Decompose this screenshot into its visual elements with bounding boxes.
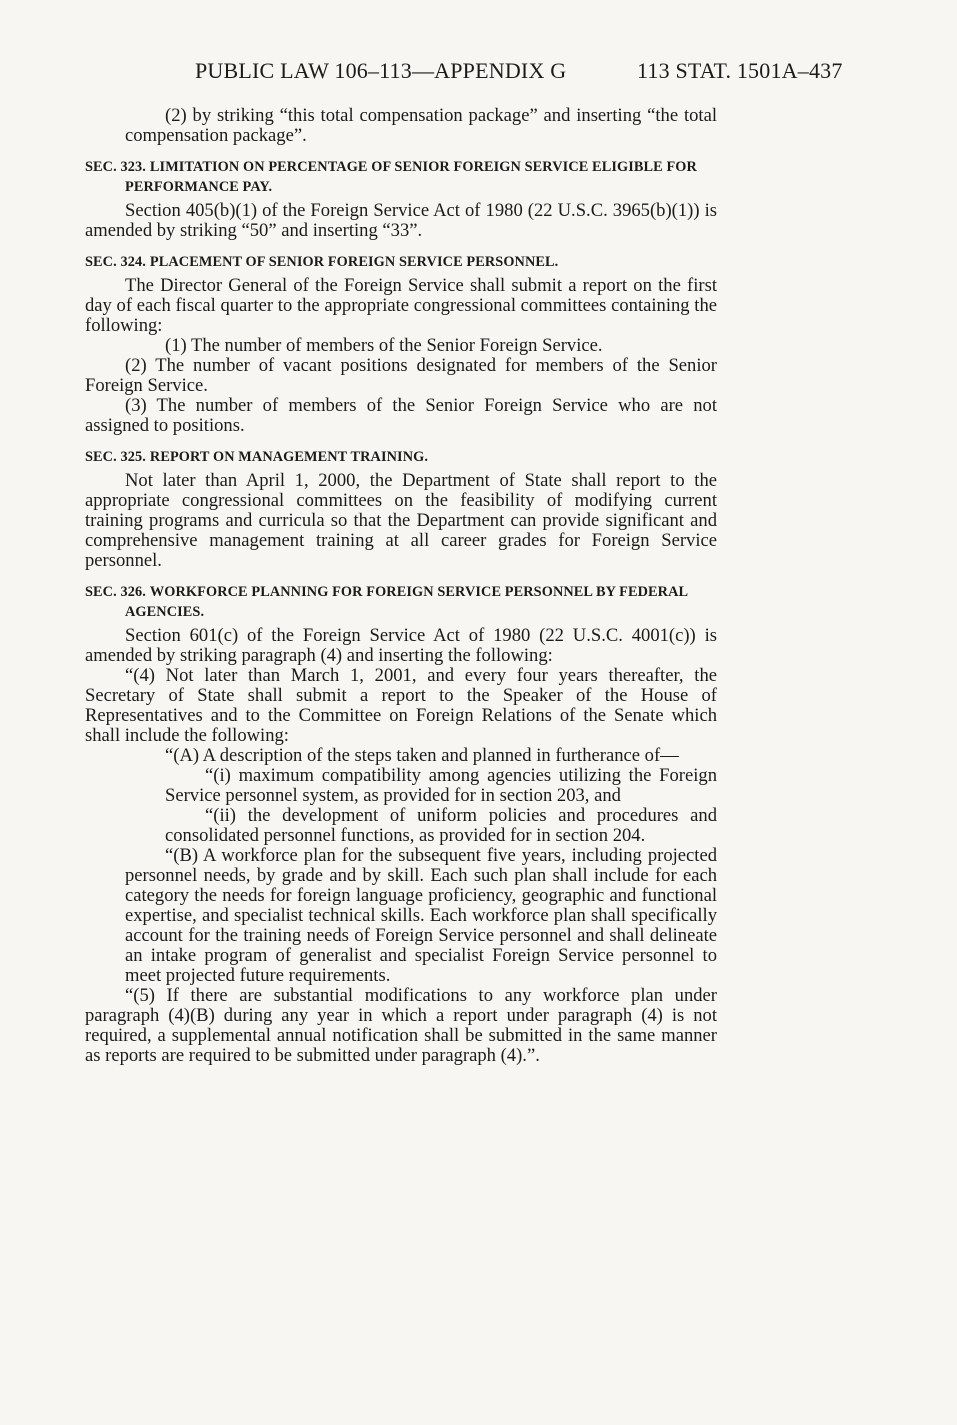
section-326-para-4: “(4) Not later than March 1, 2001, and every four years thereafter, the Secretary of State shall submit a report to the Speaker of the House of Representatives and to the Committee on Foreign Relations of the Senate which shall include the following: bbox=[85, 665, 717, 746]
document-body bbox=[85, 106, 717, 1066]
section-324-paragraph: The Director General of the Foreign Service shall submit a report on the first day of each fiscal quarter to the appropriate congressional committees containing the following: bbox=[85, 275, 717, 336]
header-law-title: PUBLIC LAW 106–113—APPENDIX G bbox=[195, 58, 567, 83]
section-326-para-4a-i: “(i) maximum compatibility among agencies utilizing the Foreign Service personnel system, as provided for in section 203, and bbox=[165, 765, 717, 806]
section-heading-326 bbox=[85, 582, 717, 622]
section-326-para-4a: “(A) A description of the steps taken and planned in furtherance of— bbox=[165, 745, 679, 766]
intro-paragraph: (2) by striking “this total compensation package” and inserting “the total compensation package”. bbox=[125, 105, 717, 146]
section-324-item-3: (3) The number of members of the Senior Foreign Service who are not assigned to positions. bbox=[85, 395, 717, 436]
section-323-paragraph: Section 405(b)(1) of the Foreign Service Act of 1980 (22 U.S.C. 3965(b)(1)) is amended by striking “50” and inserting “33”. bbox=[85, 200, 717, 241]
section-heading-323 bbox=[85, 157, 717, 197]
section-326-para-4a-ii: “(ii) the development of uniform policies and procedures and consolidated personnel functions, as provided for in section 204. bbox=[165, 805, 717, 846]
section-number: SEC. 325. bbox=[85, 449, 146, 465]
section-326-paragraph: Section 601(c) of the Foreign Service Act of 1980 (22 U.S.C. 4001(c)) is amended by striking paragraph (4) and inserting the following: bbox=[85, 625, 717, 666]
section-title: LIMITATION ON PERCENTAGE OF SENIOR FOREIGN SERVICE ELIGIBLE FOR PERFORMANCE PAY. bbox=[125, 159, 697, 195]
section-title: PLACEMENT OF SENIOR FOREIGN SERVICE PERSONNEL. bbox=[149, 254, 559, 270]
section-326-para-4b: “(B) A workforce plan for the subsequent five years, including projected personnel needs, by grade and by skill. Each such plan shall include for each category the needs for foreign language proficiency, geographic and functional expertise, and specialist technical skills. Each workforce plan shall specifically account for the training needs of Foreign Service personnel and shall delineate an intake program of generalist and specialist Foreign Service personnel to meet projected future requirements. bbox=[125, 845, 717, 986]
section-325-paragraph: Not later than April 1, 2000, the Department of State shall report to the appropriate congressional committees on the feasibility of modifying current training programs and curricula so that the Department can provide significant and comprehensive management training at all career grades for Foreign Service personnel. bbox=[85, 470, 717, 571]
section-326-para-5: “(5) If there are substantial modifications to any workforce plan under paragraph (4)(B) during any year in which a report under paragraph (4) is not required, a supplemental annual notification shall be submitted in the same manner as reports are required to be submitted under paragraph (4).”. bbox=[85, 985, 717, 1066]
header-statute-citation: 113 STAT. 1501A–437 bbox=[637, 58, 843, 83]
section-heading-325 bbox=[85, 447, 717, 467]
section-title: WORKFORCE PLANNING FOR FOREIGN SERVICE PERSONNEL BY FEDERAL AGENCIES. bbox=[125, 584, 688, 620]
section-324-item-2: (2) The number of vacant positions designated for members of the Senior Foreign Service. bbox=[85, 355, 717, 396]
section-324-item-1: (1) The number of members of the Senior Foreign Service. bbox=[165, 335, 603, 356]
section-number: SEC. 326. bbox=[85, 584, 146, 600]
section-number: SEC. 324. bbox=[85, 254, 146, 270]
section-title: REPORT ON MANAGEMENT TRAINING. bbox=[149, 449, 429, 465]
section-number: SEC. 323. bbox=[85, 159, 146, 175]
section-heading-324 bbox=[85, 252, 717, 272]
